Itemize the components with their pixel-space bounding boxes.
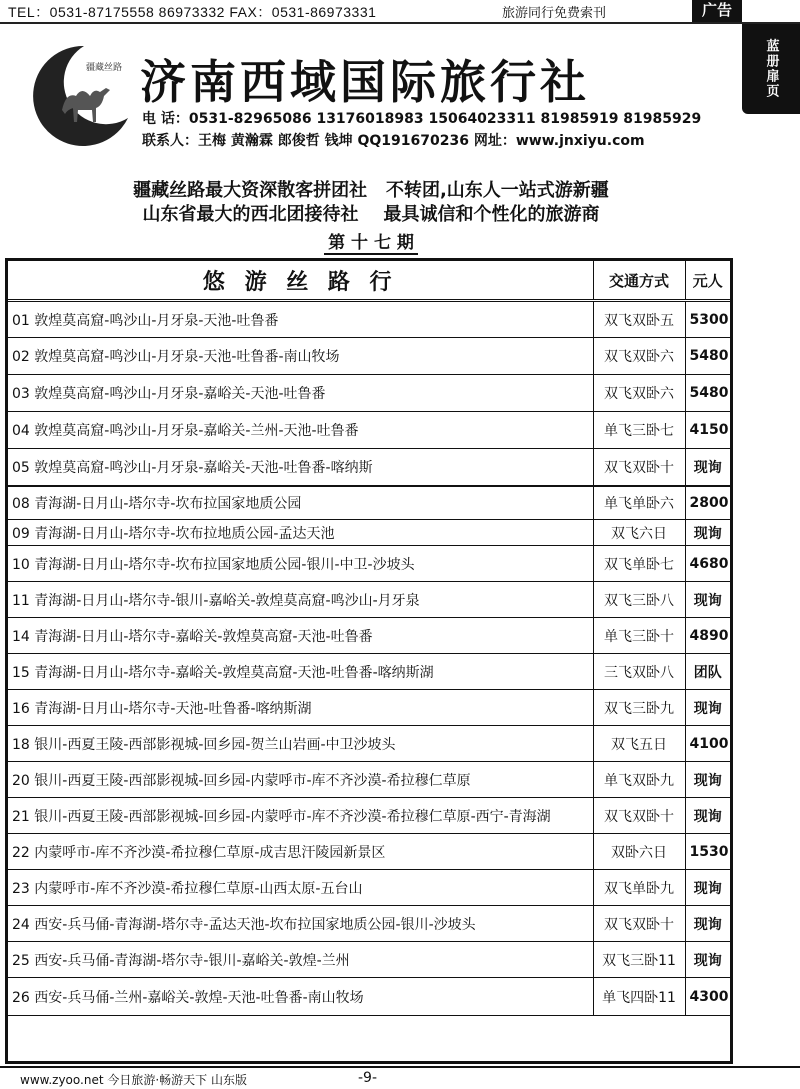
transport-cell: 单飞三卧十 — [593, 618, 685, 654]
route-cell: 23 内蒙呼市-库不齐沙漠-希拉穆仁草原-山西太原-五台山 — [8, 870, 593, 906]
issue-number — [0, 228, 742, 253]
price-cell: 4890 — [685, 618, 730, 654]
table-row — [8, 798, 730, 834]
transport-cell: 双飞六日 — [593, 520, 685, 546]
table-row — [8, 654, 730, 690]
price-cell: 4150 — [685, 412, 730, 449]
table-row — [8, 486, 730, 520]
route-cell: 03 敦煌莫高窟-鸣沙山-月牙泉-嘉峪关-天池-吐鲁番 — [8, 375, 593, 412]
price-cell: 现询 — [685, 942, 730, 978]
route-cell: 16 青海湖-日月山-塔尔寺-天池-吐鲁番-喀纳斯湖 — [8, 690, 593, 726]
price-cell: 4300 — [685, 978, 730, 1016]
route-cell: 24 西安-兵马俑-青海湖-塔尔寺-孟达天池-坎布拉国家地质公园-银川-沙坡头 — [8, 906, 593, 942]
table-body — [8, 301, 730, 1016]
table-header-row — [8, 261, 730, 301]
route-cell: 18 银川-西夏王陵-西部影视城-回乡园-贺兰山岩画-中卫沙坡头 — [8, 726, 593, 762]
price-cell: 团队 — [685, 654, 730, 690]
table-row — [8, 762, 730, 798]
slogan-line-1: 疆藏丝路最大资深散客拼团社 不转团,山东人一站式游新疆 — [133, 180, 609, 201]
table-row — [8, 582, 730, 618]
transport-cell: 三飞双卧八 — [593, 654, 685, 690]
transport-cell: 双飞三卧八 — [593, 582, 685, 618]
transport-cell: 单飞四卧11 — [593, 978, 685, 1016]
price-cell: 现询 — [685, 582, 730, 618]
logo-text: 疆藏丝路 — [86, 63, 123, 73]
top-bar — [0, 0, 800, 24]
route-cell: 11 青海湖-日月山-塔尔寺-银川-嘉峪关-敦煌莫高窟-鸣沙山-月牙泉 — [8, 582, 593, 618]
free-catalog-note: 旅游同行免费索刊 — [502, 5, 607, 20]
price-cell: 现询 — [685, 798, 730, 834]
header-route: 悠 游 丝 路 行 — [8, 261, 593, 301]
table-row — [8, 338, 730, 375]
route-table-frame — [5, 258, 733, 1064]
route-cell: 08 青海湖-日月山-塔尔寺-坎布拉国家地质公园 — [8, 486, 593, 520]
route-cell: 25 西安-兵马俑-青海湖-塔尔寺-银川-嘉峪关-敦煌-兰州 — [8, 942, 593, 978]
price-cell: 现询 — [685, 449, 730, 486]
table-row — [8, 375, 730, 412]
route-cell: 21 银川-西夏王陵-西部影视城-回乡园-内蒙呼市-库不齐沙漠-希拉穆仁草原-西宁-青海湖 — [8, 798, 593, 834]
price-cell: 5300 — [685, 301, 730, 338]
table-row — [8, 546, 730, 582]
company-name: 济南西域国际旅行社 — [140, 55, 590, 109]
route-cell: 10 青海湖-日月山-塔尔寺-坎布拉国家地质公园-银川-中卫-沙坡头 — [8, 546, 593, 582]
route-cell: 14 青海湖-日月山-塔尔寺-嘉峪关-敦煌莫高窟-天池-吐鲁番 — [8, 618, 593, 654]
route-cell: 26 西安-兵马俑-兰州-嘉峪关-敦煌-天池-吐鲁番-南山牧场 — [8, 978, 593, 1016]
transport-cell: 单飞双卧九 — [593, 762, 685, 798]
price-cell: 1530 — [685, 834, 730, 870]
footer-site: www.zyoo.net 今日旅游·畅游天下 山东版 — [20, 1073, 247, 1087]
table-row — [8, 690, 730, 726]
price-cell: 2800 — [685, 486, 730, 520]
route-table — [8, 261, 730, 1016]
price-cell: 现询 — [685, 870, 730, 906]
camel-moon-logo-icon — [24, 40, 134, 150]
transport-cell: 双卧六日 — [593, 834, 685, 870]
transport-cell: 单飞三卧七 — [593, 412, 685, 449]
transport-cell: 单飞单卧六 — [593, 486, 685, 520]
route-cell: 02 敦煌莫高窟-鸣沙山-月牙泉-天池-吐鲁番-南山牧场 — [8, 338, 593, 375]
contacts-line: 联系人：王梅 黄瀚霖 郎俊哲 钱坤 QQ191670236 网址：www.jnxiyu.com — [142, 133, 645, 149]
transport-cell: 双飞五日 — [593, 726, 685, 762]
agency-header — [22, 32, 727, 157]
transport-cell: 双飞双卧五 — [593, 301, 685, 338]
footer — [0, 1066, 800, 1089]
price-cell: 现询 — [685, 690, 730, 726]
transport-cell: 双飞双卧十 — [593, 798, 685, 834]
route-cell: 15 青海湖-日月山-塔尔寺-嘉峪关-敦煌莫高窟-天池-吐鲁番-喀纳斯湖 — [8, 654, 593, 690]
route-cell: 20 银川-西夏王陵-西部影视城-回乡园-内蒙呼市-库不齐沙漠-希拉穆仁草原 — [8, 762, 593, 798]
transport-cell: 双飞双卧十 — [593, 906, 685, 942]
transport-cell: 双飞单卧九 — [593, 870, 685, 906]
table-row — [8, 618, 730, 654]
table-row — [8, 942, 730, 978]
transport-cell: 双飞三卧11 — [593, 942, 685, 978]
page-number: -9- — [358, 1070, 378, 1086]
table-row — [8, 449, 730, 486]
transport-cell: 双飞双卧六 — [593, 375, 685, 412]
transport-cell: 双飞双卧十 — [593, 449, 685, 486]
price-cell: 现询 — [685, 906, 730, 942]
table-row — [8, 906, 730, 942]
table-row — [8, 412, 730, 449]
top-contact: TEL：0531-87175558 86973332 FAX：0531-86973331 — [8, 4, 377, 20]
price-cell: 现询 — [685, 520, 730, 546]
table-row — [8, 870, 730, 906]
ad-label: 广告 — [692, 0, 742, 22]
header-transport: 交通方式 — [593, 261, 685, 301]
route-cell: 04 敦煌莫高窟-鸣沙山-月牙泉-嘉峪关-兰州-天池-吐鲁番 — [8, 412, 593, 449]
price-cell: 现询 — [685, 762, 730, 798]
table-row — [8, 301, 730, 338]
price-cell: 4680 — [685, 546, 730, 582]
route-cell: 01 敦煌莫高窟-鸣沙山-月牙泉-天池-吐鲁番 — [8, 301, 593, 338]
table-row — [8, 726, 730, 762]
phone-line: 电 话：0531-82965086 13176018983 15064023311 81985919 81985929 — [142, 111, 702, 127]
transport-cell: 双飞双卧六 — [593, 338, 685, 375]
side-tab: 蓝册扉页 — [742, 24, 800, 114]
transport-cell: 双飞三卧九 — [593, 690, 685, 726]
price-cell: 5480 — [685, 338, 730, 375]
slogan-line-2: 山东省最大的西北团接待社 最具诚信和个性化的旅游商 — [142, 204, 600, 225]
transport-cell: 双飞单卧七 — [593, 546, 685, 582]
route-cell: 09 青海湖-日月山-塔尔寺-坎布拉地质公园-孟达天池 — [8, 520, 593, 546]
route-cell: 05 敦煌莫高窟-鸣沙山-月牙泉-嘉峪关-天池-吐鲁番-喀纳斯 — [8, 449, 593, 486]
issue-text: 第 十 七 期 — [324, 233, 418, 255]
route-cell: 22 内蒙呼市-库不齐沙漠-希拉穆仁草原-成吉思汗陵园新景区 — [8, 834, 593, 870]
price-cell: 5480 — [685, 375, 730, 412]
price-cell: 4100 — [685, 726, 730, 762]
table-row — [8, 978, 730, 1016]
header-price: 元人 — [685, 261, 730, 301]
table-row — [8, 834, 730, 870]
table-row — [8, 520, 730, 546]
